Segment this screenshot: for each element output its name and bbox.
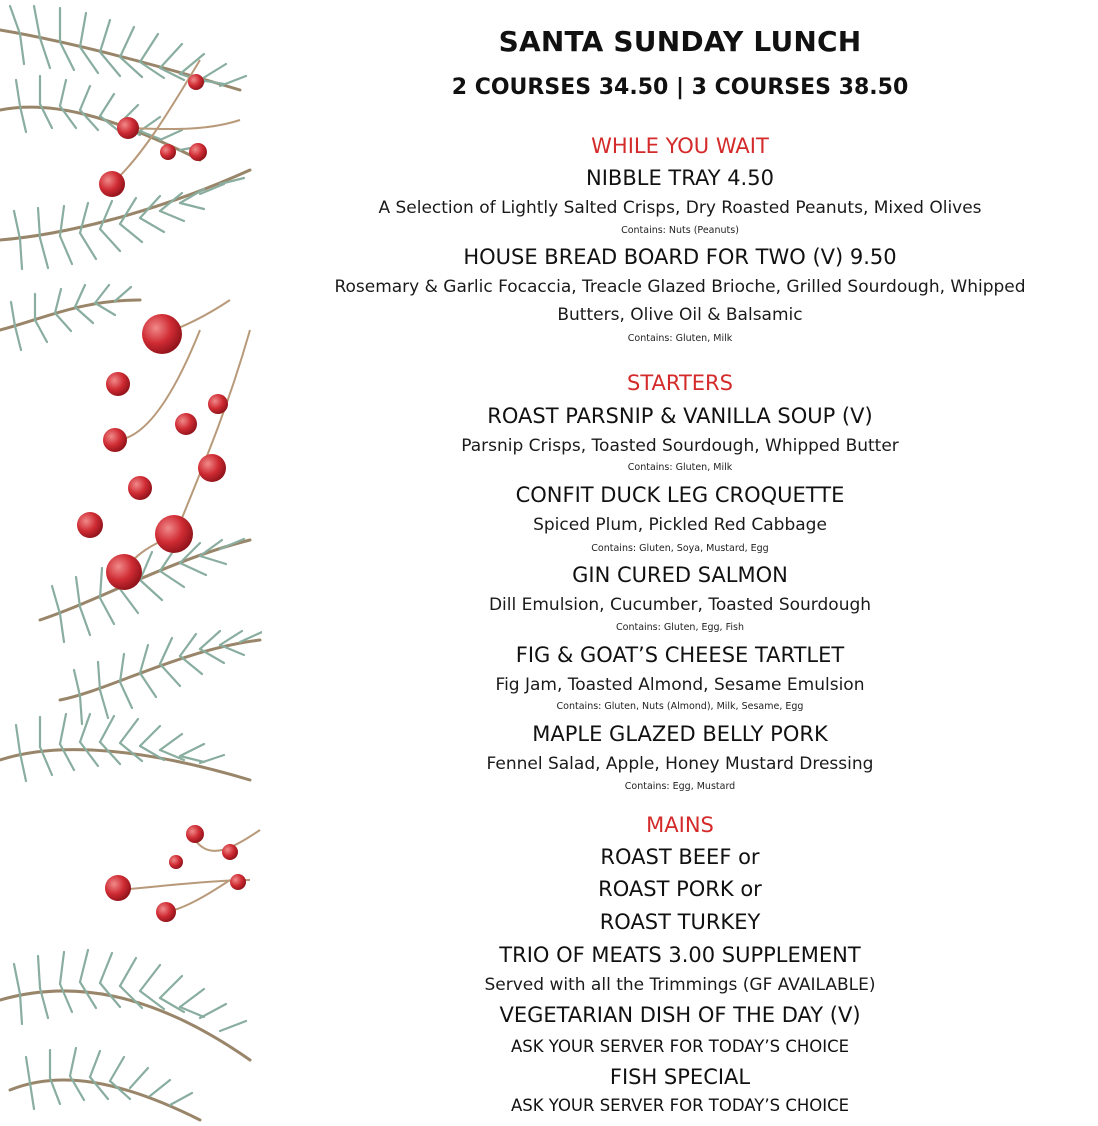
section-heading-while-you-wait: WHILE YOU WAIT [591, 134, 769, 158]
section-heading-mains: MAINS [646, 813, 714, 837]
allergen-info: Contains: Egg, Mustard [624, 781, 736, 792]
allergen-info: Contains: Nuts (Peanuts) [621, 225, 739, 236]
dish-description: Parsnip Crisps, Toasted Sourdough, Whipped Butter [461, 436, 899, 456]
dish-name: FISH SPECIAL [609, 1065, 751, 1089]
red-berries [77, 74, 246, 922]
dish-name: FIG & GOAT’S CHEESE TARTLET [515, 643, 845, 667]
allergen-info: Contains: Gluten, Soya, Mustard, Egg [591, 543, 769, 554]
dish-description: A Selection of Lightly Salted Crisps, Dry Roasted Peanuts, Mixed Olives [378, 198, 982, 218]
allergen-info: Contains: Gluten, Milk [627, 462, 733, 473]
dish-description: Served with all the Trimmings (GF AVAILABLE) [484, 975, 876, 995]
dish-name: MAPLE GLAZED BELLY PORK [532, 722, 828, 746]
dish-name: ROAST TURKEY [599, 910, 761, 934]
dish-name: VEGETARIAN DISH OF THE DAY (V) [499, 1003, 861, 1027]
menu-prices: 2 COURSES 34.50 | 3 COURSES 38.50 [451, 75, 909, 100]
pine-branch-lower [0, 950, 250, 1120]
menu-title: SANTA SUNDAY LUNCH [498, 25, 862, 58]
section-heading-starters: STARTERS [627, 371, 733, 395]
pine-branch-upper-mid [0, 170, 250, 350]
dish-description: Fig Jam, Toasted Almond, Sesame Emulsion [495, 675, 865, 695]
dish-description: Spiced Plum, Pickled Red Cabbage [533, 515, 827, 535]
dish-name: ROAST PORK or [598, 877, 762, 901]
allergen-info: Contains: Gluten, Milk [627, 333, 733, 344]
dish-name: HOUSE BREAD BOARD FOR TWO (V) 9.50 [463, 245, 897, 269]
dish-name: TRIO OF MEATS 3.00 SUPPLEMENT [499, 943, 861, 967]
dish-note: ASK YOUR SERVER FOR TODAY’S CHOICE [510, 1096, 850, 1115]
allergen-info: Contains: Gluten, Nuts (Almond), Milk, Sesame, Egg [556, 701, 804, 712]
dish-name: ROAST PARSNIP & VANILLA SOUP (V) [487, 404, 873, 428]
dish-description: Rosemary & Garlic Focaccia, Treacle Glazed Brioche, Grilled Sourdough, Whipped [334, 277, 1026, 297]
menu-column [262, 0, 1098, 1126]
dish-name: ROAST BEEF or [600, 845, 760, 869]
dish-name: CONFIT DUCK LEG CROQUETTE [515, 483, 845, 507]
allergen-info: Contains: Gluten, Egg, Fish [616, 622, 744, 633]
dish-description: Dill Emulsion, Cucumber, Toasted Sourdough [488, 595, 872, 615]
dish-name: NIBBLE TRAY 4.50 [586, 166, 774, 190]
dish-description: Butters, Olive Oil & Balsamic [557, 305, 803, 325]
dish-description: Fennel Salad, Apple, Honey Mustard Dressing [486, 754, 874, 774]
pine-berry-border-illustration [0, 0, 262, 1126]
dish-note: ASK YOUR SERVER FOR TODAY’S CHOICE [510, 1037, 850, 1056]
dish-name: GIN CURED SALMON [572, 563, 788, 587]
